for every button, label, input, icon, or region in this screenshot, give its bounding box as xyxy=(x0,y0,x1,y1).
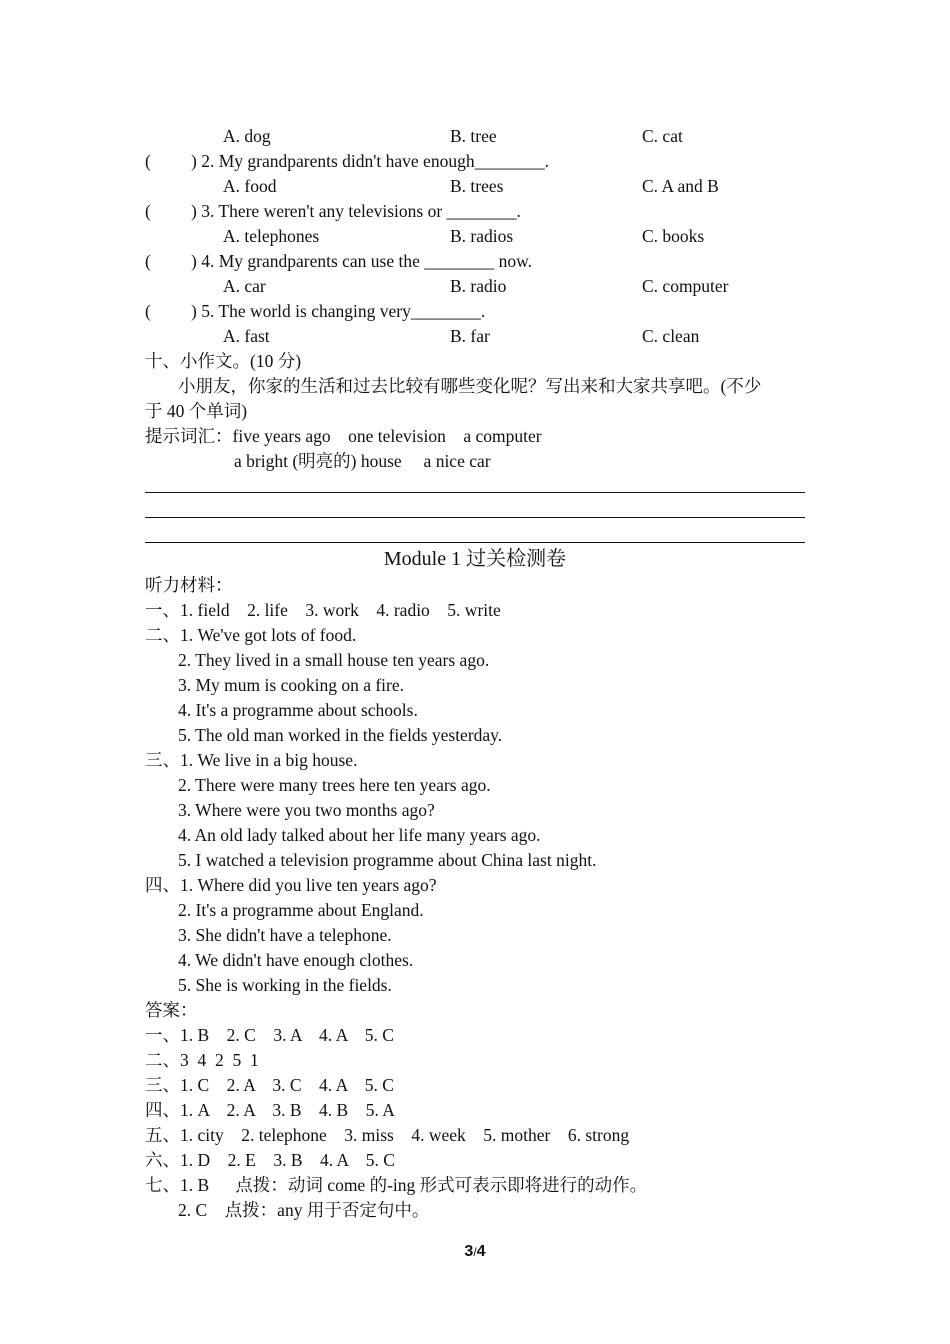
essay-hint: 提示词汇：five years ago one television a computer xyxy=(145,426,542,446)
option-b: B. radios xyxy=(450,226,514,246)
answer-line: 六、1. D 2. E 3. B 4. A 5. C xyxy=(145,1150,395,1170)
answer-line: 五、1. city 2. telephone 3. miss 4. week 5. mother 6. strong xyxy=(145,1125,630,1145)
essay-hint-cont: a bright (明亮的) house a nice car xyxy=(234,451,491,471)
writing-line xyxy=(145,492,805,493)
option-b: B. trees xyxy=(450,176,504,196)
listening-heading: 听力材料： xyxy=(145,575,233,595)
essay-prompt-cont: 于 40 个单词) xyxy=(145,401,248,421)
listening-line: 四、1. Where did you live ten years ago? xyxy=(145,875,437,895)
option-c: C. clean xyxy=(642,326,700,346)
option-a: A. car xyxy=(223,276,266,296)
listening-line: 一、1. field 2. life 3. work 4. radio 5. write xyxy=(145,600,501,620)
option-c: C. books xyxy=(642,226,705,246)
writing-line xyxy=(145,542,805,543)
answer-line: 四、1. A 2. A 3. B 4. B 5. A xyxy=(145,1100,395,1120)
answer-line: 一、1. B 2. C 3. A 4. A 5. C xyxy=(145,1025,394,1045)
answer-line: 二、3 4 2 5 1 xyxy=(145,1050,259,1070)
option-b: B. radio xyxy=(450,276,507,296)
listening-line: 5. The old man worked in the fields yesterday. xyxy=(178,725,503,745)
listening-line: 4. We didn't have enough clothes. xyxy=(178,950,414,970)
listening-line: 2. It's a programme about England. xyxy=(178,900,424,920)
option-a: A. dog xyxy=(223,126,271,146)
option-a: A. telephones xyxy=(223,226,320,246)
question-stem: ( ) 3. There weren't any televisions or ________. xyxy=(145,201,521,221)
listening-line: 4. An old lady talked about her life many years ago. xyxy=(178,825,541,845)
option-c: C. computer xyxy=(642,276,729,296)
listening-line: 3. She didn't have a telephone. xyxy=(178,925,392,945)
question-stem: ( ) 2. My grandparents didn't have enough________. xyxy=(145,151,549,171)
listening-line: 3. My mum is cooking on a fire. xyxy=(178,675,405,695)
writing-line xyxy=(145,517,805,518)
listening-line: 二、1. We've got lots of food. xyxy=(145,625,357,645)
essay-prompt: 小朋友，你家的生活和过去比较有哪些变化呢？写出来和大家共享吧。(不少 xyxy=(178,376,762,396)
answer-line: 三、1. C 2. A 3. C 4. A 5. C xyxy=(145,1075,394,1095)
listening-line: 4. It's a programme about schools. xyxy=(178,700,418,720)
listening-line: 5. She is working in the fields. xyxy=(178,975,392,995)
option-c: C. A and B xyxy=(642,176,719,196)
listening-line: 三、1. We live in a big house. xyxy=(145,750,358,770)
option-a: A. food xyxy=(223,176,277,196)
answers-heading: 答案： xyxy=(145,1000,198,1020)
option-b: B. far xyxy=(450,326,490,346)
answer-line: 七、1. B 点拨：动词 come 的-ing 形式可表示即将进行的动作。 xyxy=(145,1175,648,1195)
question-stem: ( ) 4. My grandparents can use the ________ now. xyxy=(145,251,533,271)
option-b: B. tree xyxy=(450,126,497,146)
listening-line: 2. There were many trees here ten years ago. xyxy=(178,775,491,795)
option-a: A. fast xyxy=(223,326,270,346)
question-stem: ( ) 5. The world is changing very________. xyxy=(145,301,486,321)
page-number: 3/4 xyxy=(464,1243,486,1260)
option-c: C. cat xyxy=(642,126,683,146)
module-title: Module 1 过关检测卷 xyxy=(383,548,567,570)
answer-line: 2. C 点拨：any 用于否定句中。 xyxy=(178,1200,430,1220)
listening-line: 3. Where were you two months ago? xyxy=(178,800,435,820)
essay-heading: 十、小作文。(10 分) xyxy=(145,351,302,371)
listening-line: 5. I watched a television programme about China last night. xyxy=(178,850,597,870)
listening-line: 2. They lived in a small house ten years ago. xyxy=(178,650,490,670)
